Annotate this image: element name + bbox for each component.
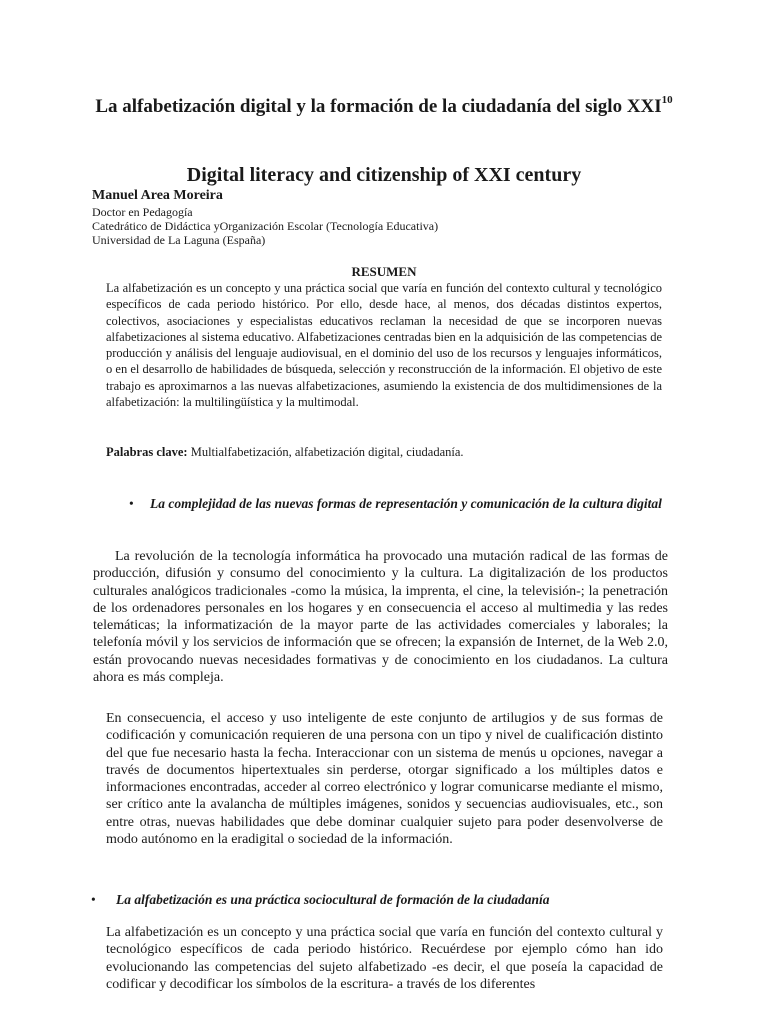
paragraph: En consecuencia, el acceso y uso inteligente de este conjunto de artilugios y de sus formas de codificación y comunicación requieren de una persona con un tipo y nivel de cualificación distinto del que fue necesario hasta la fecha. Interaccionar con un sistema de menús u opciones, navegar a través de documentos hipertextuales sin perderse, otorgar significado a los múltiples datos e informaciones encontradas, acceder al correo electrónico y lograr comunicarse mediante el mismo, ser crítico ante la avalancha de múltiples imágenes, sonidos y secuencias audiovisuales, etc., son entre otras, nuevas habilidades que debe dominar cualquier sujeto para poder desenvolverse de modo autónomo en la eradigital o sociedad de la información.	[106, 711, 663, 848]
title-footnote-ref[interactable]: 10	[661, 94, 673, 106]
author-degree: Doctor en Pedagogía	[92, 205, 193, 219]
abstract-text: La alfabetización es un concepto y una práctica social que varía en función del contexto cultural y tecnológico específicos de cada periodo histórico. Por ello, desde hace, al menos, dos décadas distintos expertos, colectivos, asociaciones y especialistas educativos reclaman la necesidad de que se incorporen nuevas alfabetizaciones al sistema educativo. Alfabetizaciones centradas bien en la adquisición de las competencias de producción y análisis del lenguaje audiovisual, en el dominio del uso de los recursos y lenguajes informáticos, o en el desarrollo de habilidades de búsqueda, selección y reconstrucción de la información. El objetivo de este trabajo es aproximarnos a las nuevas alfabetizaciones, asumiendo la existencia de dos multidimensiones de la alfabetización: la multilingüística y la multimodal.	[106, 281, 662, 410]
keywords-list: Multialfabetización, alfabetización digital, ciudadanía.	[187, 445, 464, 459]
title-text: La alfabetización digital y la formación de la ciudadanía del siglo XXI	[95, 96, 662, 117]
english-title: Digital literacy and citizenship of XXI century	[186, 164, 582, 186]
section-heading-text: La alfabetización es una práctica sociocultural de formación de la ciudadanía	[116, 892, 550, 907]
bullet-marker: •	[129, 496, 134, 511]
bullet-marker: •	[91, 892, 96, 907]
paragraph: La revolución de la tecnología informática ha provocado una mutación radical de las formas de producción, difusión y consumo del conocimiento y la cultura. La digitalización de los productos culturales analógicos tradicionales -como la música, la imprenta, el cine, la televisión-; la penetración de los ordenadores personales en los hogares y en consecuencia el acceso al multimedia y las redes telemáticas; la informatización de la mayor parte de las actividades comerciales y laborales; la telefonía móvil y los servicios de información que se ofrecen; la expansión de Internet, de la Web 2.0, están provocando nuevas necesidades formativas y de conocimiento en los ciudadanos. La cultura ahora es más compleja.	[93, 549, 668, 686]
section-heading-1	[129, 494, 662, 514]
abstract-heading: RESUMEN	[351, 264, 417, 279]
section-heading-text: La complejidad de las nuevas formas de representación y comunicación de la cultura digital	[150, 496, 662, 511]
paragraph: La alfabetización es un concepto y una práctica social que varía en función del contexto cultural y tecnológico específicos de cada periodo histórico. Recuérdese por ejemplo cómo han ido evolucionando las competencias del sujeto alfabetizado -es decir, el que poseía la capacidad de codificar y decodificar los símbolos de la escritura- a través de los diferentes	[106, 925, 663, 992]
section-heading-2	[91, 890, 676, 910]
author-name: Manuel Area Moreira	[92, 188, 223, 203]
document-title	[0, 93, 768, 121]
keywords	[106, 444, 464, 460]
author-university: Universidad de La Laguna (España)	[92, 233, 266, 247]
keywords-label: Palabras clave:	[106, 445, 188, 459]
author-position: Catedrático de Didáctica yOrganización Escolar (Tecnología Educativa)	[92, 219, 439, 233]
